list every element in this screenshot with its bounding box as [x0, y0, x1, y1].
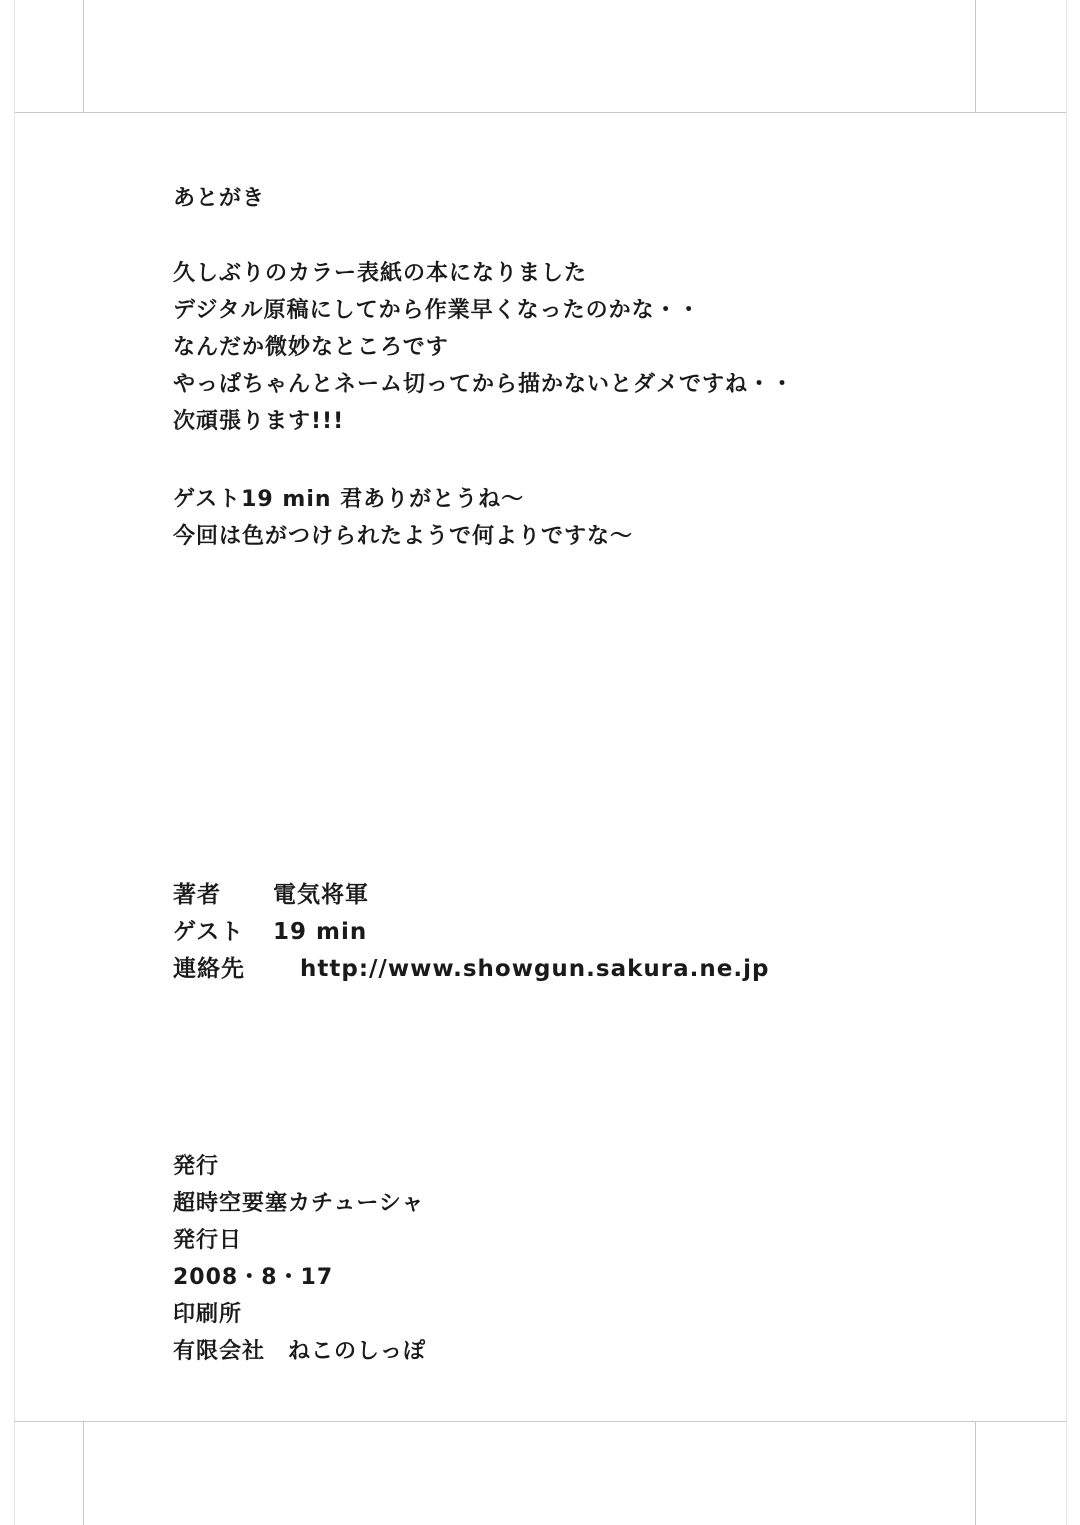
crop-mark: [14, 1421, 1066, 1422]
publisher-label: 発行: [173, 1154, 220, 1179]
guest-name: 19 min: [273, 919, 368, 945]
guest-label: ゲスト: [173, 919, 245, 945]
crop-mark: [975, 1421, 976, 1525]
crop-mark: [1066, 0, 1067, 1525]
crop-mark: [83, 1421, 84, 1525]
crop-mark: [14, 112, 1066, 113]
afterword-line: やっぱちゃんとネーム切ってから描かないとダメですね・・: [173, 372, 795, 397]
afterword-line: なんだか微妙なところです: [173, 335, 449, 360]
author-label: 著者: [173, 882, 221, 908]
crop-mark: [14, 0, 15, 1525]
afterword-body: [173, 255, 794, 440]
colophon-section: [173, 1148, 426, 1370]
publish-date: 2008・8・17: [173, 1265, 334, 1290]
contact-url: http://www.showgun.sakura.ne.jp: [300, 956, 770, 982]
contact-label: 連絡先: [173, 956, 245, 982]
author-row: [173, 877, 769, 914]
afterword-line: デジタル原稿にしてから作業早くなったのかな・・: [173, 298, 701, 323]
crop-mark: [83, 0, 84, 112]
publish-date-label: 発行日: [173, 1228, 243, 1253]
guest-thanks: [173, 481, 633, 555]
afterword-title: あとがき: [173, 186, 266, 211]
author-name: 電気将軍: [273, 882, 369, 908]
guest-thanks-line: 今回は色がつけられたようで何よりですな～: [173, 524, 634, 549]
guest-row: [173, 914, 769, 951]
afterword-line: 次頑張ります!!!: [173, 409, 345, 434]
printer-label: 印刷所: [173, 1302, 243, 1327]
crop-mark: [975, 0, 976, 112]
contact-row: [173, 951, 769, 988]
guest-thanks-line: ゲスト19 min 君ありがとうね～: [173, 487, 525, 512]
afterword-line: 久しぶりのカラー表紙の本になりました: [173, 261, 588, 286]
printer-name: 有限会社 ねこのしっぽ: [173, 1339, 427, 1364]
publisher-name: 超時空要塞カチューシャ: [173, 1191, 425, 1216]
afterword-section: [173, 180, 265, 217]
credits-section: [173, 877, 769, 988]
